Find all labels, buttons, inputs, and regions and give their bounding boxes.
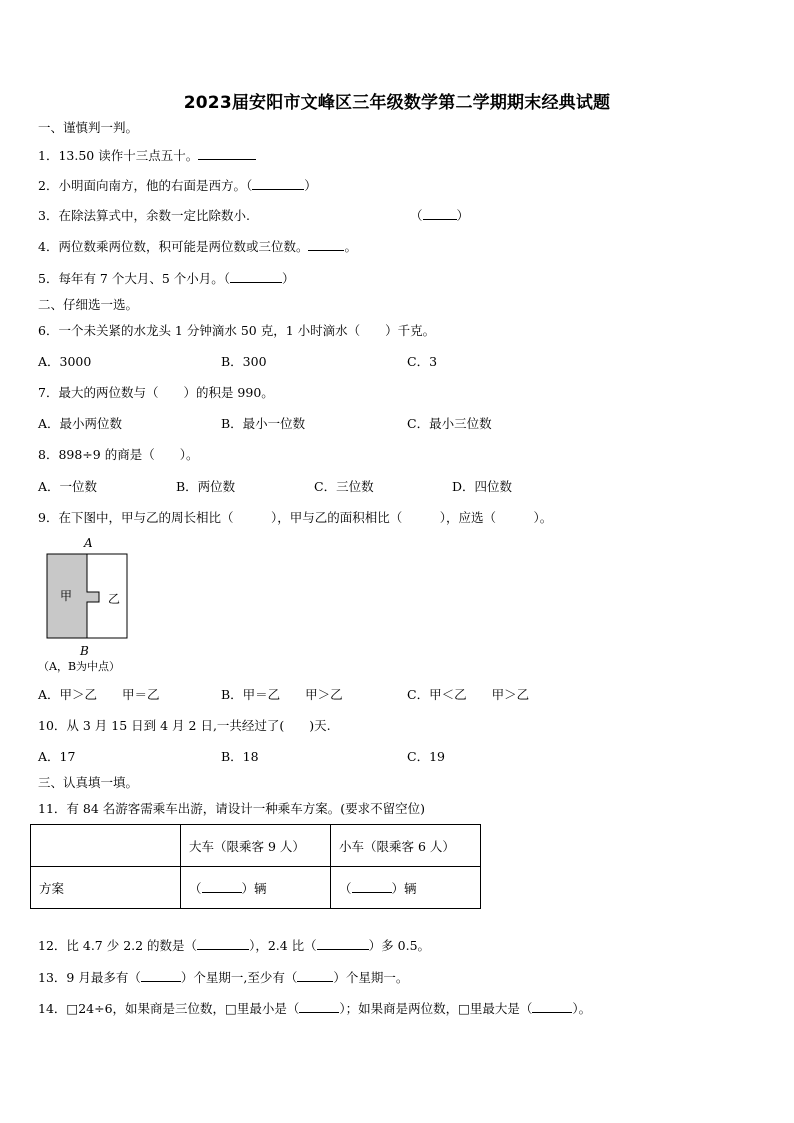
answer-blank[interactable] <box>532 1002 572 1013</box>
question-12-part1: 12．比 4.7 少 2.2 的数是（ <box>38 938 198 953</box>
question-4-end: 。 <box>344 239 357 254</box>
label-jia: 甲 <box>60 589 73 603</box>
question-9: 9．在下图中，甲与乙的周长相比（ ），甲与乙的面积相比（ ），应选（ ）。 <box>38 510 553 525</box>
answer-blank[interactable] <box>297 971 333 982</box>
answer-blank[interactable] <box>308 240 344 251</box>
answer-blank[interactable] <box>230 272 282 283</box>
question-3-answer <box>410 208 469 224</box>
question-4 <box>38 239 357 255</box>
section-3-heading: 三、认真填一填。 <box>38 775 139 790</box>
question-9-option-b[interactable]: B．甲＝乙 甲＞乙 <box>221 687 343 702</box>
table-header-cell <box>31 825 181 867</box>
question-14-part1: 14．□24÷6，如果商是三位数，□里最小是（ <box>38 1001 300 1016</box>
cell-open: （ <box>189 880 202 896</box>
question-11-table <box>30 824 481 909</box>
question-12-part2: ），2.4 比（ <box>249 938 317 953</box>
question-9-option-c[interactable]: C．甲＜乙 甲＞乙 <box>407 687 530 702</box>
question-12-part3: ）多 0.5。 <box>368 938 431 953</box>
table-cell-small-car <box>331 867 481 909</box>
question-2-text: 2．小明面向南方，他的右面是西方。（ <box>38 178 253 193</box>
question-6-option-c[interactable]: C．3 <box>407 354 438 369</box>
question-10: 10．从 3 月 15 日到 4 月 2 日,一共经过了( )天. <box>38 718 331 733</box>
table-header-cell: 大车（限乘客 9 人） <box>181 825 331 867</box>
question-6-option-a[interactable]: A．3000 <box>38 354 92 369</box>
answer-blank[interactable] <box>202 882 242 893</box>
question-8-option-b[interactable]: B．两位数 <box>176 479 236 494</box>
question-2-close: ） <box>304 178 317 193</box>
question-7-option-c[interactable]: C．最小三位数 <box>407 416 492 431</box>
question-2 <box>38 178 317 194</box>
table-header-cell: 小车（限乘客 6 人） <box>331 825 481 867</box>
question-10-option-a[interactable]: A．17 <box>38 749 76 764</box>
question-7: 7．最大的两位数与（ ）的积是 990。 <box>38 385 274 400</box>
question-6: 6．一个未关紧的水龙头 1 分钟滴水 50 克，1 小时滴水（ ）千克。 <box>38 323 436 338</box>
table-row-label: 方案 <box>31 867 181 909</box>
question-3 <box>38 208 250 224</box>
table-cell-big-car <box>181 867 331 909</box>
question-6-option-b[interactable]: B．300 <box>221 354 267 369</box>
page-title: 2023届安阳市文峰区三年级数学第二学期期末经典试题 <box>183 93 611 113</box>
table-row <box>31 867 481 909</box>
section-2-heading: 二、仔细选一选。 <box>38 297 139 312</box>
question-13-part1: 13．9 月最多有（ <box>38 970 141 985</box>
question-5-close: ） <box>282 271 295 286</box>
question-4-text: 4．两位数乘两位数，积可能是两位数或三位数。 <box>38 239 309 254</box>
question-3-open: （ <box>410 208 423 223</box>
table-row <box>31 825 481 867</box>
question-1 <box>38 148 256 164</box>
cell-close: ）辆 <box>241 880 267 896</box>
answer-blank[interactable] <box>299 1002 339 1013</box>
question-13-part3: ）个星期一。 <box>333 970 409 985</box>
question-9-figure <box>38 534 148 674</box>
question-11: 11．有 84 名游客需乘车出游，请设计一种乘车方案。(要求不留空位) <box>38 801 426 816</box>
question-10-option-c[interactable]: C．19 <box>407 749 445 764</box>
question-14-part3: ）。 <box>572 1001 592 1016</box>
label-a: A <box>84 536 93 550</box>
cell-close: ）辆 <box>391 880 417 896</box>
question-14-part2: ）；如果商是两位数，□里最大是（ <box>339 1001 533 1016</box>
question-5-text: 5．每年有 7 个大月、5 个小月。（ <box>38 271 231 286</box>
question-13 <box>38 970 408 986</box>
question-7-option-a[interactable]: A．最小两位数 <box>38 416 123 431</box>
question-3-text: 3．在除法算式中，余数一定比除数小. <box>38 208 250 223</box>
answer-blank[interactable] <box>317 939 369 950</box>
question-1-text: 1．13.50 读作十三点五十。 <box>38 148 199 163</box>
question-8-option-d[interactable]: D．四位数 <box>452 479 513 494</box>
figure-note: （A，B为中点） <box>38 660 121 673</box>
question-5 <box>38 271 295 287</box>
question-8-option-a[interactable]: A．一位数 <box>38 479 98 494</box>
label-b: B <box>80 644 89 658</box>
question-13-part2: ）个星期一,至少有（ <box>180 970 298 985</box>
cell-open: （ <box>339 880 352 896</box>
answer-blank[interactable] <box>352 882 392 893</box>
question-14 <box>38 1001 591 1017</box>
answer-blank[interactable] <box>197 939 249 950</box>
question-8: 8．898÷9 的商是（ ）。 <box>38 447 199 462</box>
answer-blank[interactable] <box>198 149 256 160</box>
answer-blank[interactable] <box>423 209 457 220</box>
label-yi: 乙 <box>108 592 121 606</box>
question-9-option-a[interactable]: A．甲＞乙 甲＝乙 <box>38 687 160 702</box>
question-7-option-b[interactable]: B．最小一位数 <box>221 416 306 431</box>
question-8-option-c[interactable]: C．三位数 <box>314 479 374 494</box>
section-1-heading: 一、谨慎判一判。 <box>38 120 139 135</box>
answer-blank[interactable] <box>141 971 181 982</box>
question-3-close: ） <box>456 208 470 223</box>
answer-blank[interactable] <box>252 179 304 190</box>
question-10-option-b[interactable]: B．18 <box>221 749 259 764</box>
question-12 <box>38 938 430 954</box>
